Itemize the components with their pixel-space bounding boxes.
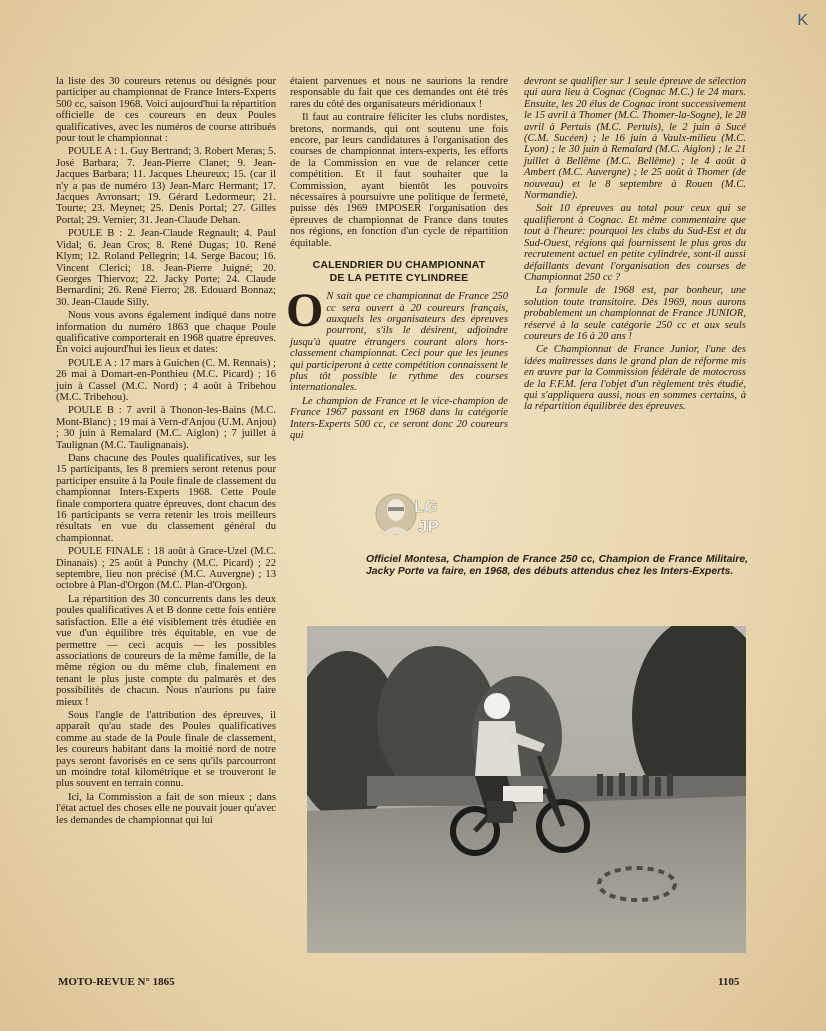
- paragraph: La formule de 1968 est, par bonheur, une solution toute transitoire. Dès 1969, nous aurons probablement un championnat de France JUNIOR, réservé à la seule catégorie 250 cc et aux seuls coureurs de 16 à 20 ans !: [524, 285, 746, 342]
- article-intro: [286, 284, 508, 394]
- corner-mark: K: [797, 12, 808, 29]
- paragraph: Nous vous avons également indiqué dans notre information du numéro 1863 que chaque Poule qualificative comporterait en 1968 quatre épreuves. En voici aujourd'hui les lieux et dates:: [56, 310, 276, 356]
- paragraph: Soit 10 épreuves au total pour ceux qui se qualifieront à Cognac. Et même commentaire que tout à l'heure: pourquoi les clubs du Sud-Est et du Sud-Ouest, régions qui fournissent le plus gros du recrutement actuel en petite cylindrée, sont-il aussi défaillants devant l'organisation des courses de Championnat 250 cc ?: [524, 203, 746, 283]
- paragraph: Ce Championnat de France Junior, l'une des idées maîtresses dans le grand plan de réforme mis en œuvre par la Commission fédérale de motocross de la F.F.M. fera l'objet d'un règlement très étudié, qui s'appliquera aussi, nous en sommes certains, à la répartition équilibrée des épreuves.: [524, 344, 746, 413]
- logo-text-line2: JP: [418, 517, 439, 536]
- footer-publication: MOTO-REVUE N° 1865: [58, 976, 175, 988]
- drop-cap: O: [286, 284, 324, 338]
- paragraph-poule-finale: POULE FINALE : 18 août à Grace-Uzel (M.C. Dinanais) ; 25 août à Punchy (M.C. Picard) ; 22 septembre, lieu non précisé (M.C. Auvergne) ; 13 octobre à Plan-d'Orgon (M.C. Plan-d'Orgon).: [56, 546, 276, 592]
- section-heading: [290, 259, 508, 285]
- photo-caption: Officiel Montesa, Champion de France 250 cc, Champion de France Militaire, Jacky Porte va faire, en 1968, des débuts attendus chez les Inters-Experts.: [366, 554, 748, 577]
- heading-line: DE LA PETITE CYLINDREE: [329, 272, 469, 285]
- paragraph: la liste des 30 coureurs retenus ou désignés pour participer au championnat de France Inters-Experts 500 cc, saison 1968. Voici aujourd'hui la répartition officielle de ces coureurs en deux Poules qualificatives, avec les numéros de course attribués pour tout le championnat :: [56, 76, 276, 145]
- paragraph: Sous l'angle de l'attribution des épreuves, il apparaît qu'au stade des Poules qualificatives comme au stade de la Poule finale de classement, les coureurs habitant dans la moitié nord de notre pays seront favorisés en ce sens qu'ils parcourront un moindre total kilométrique et se trouveront le plus souvent en terrain connu.: [56, 709, 276, 790]
- paragraph: La répartition des 30 concurrents dans les deux poules qualificatives A et B donne cette fois entière satisfaction. Elle a été visiblement très étudiée en vue d'un équilibre très équitable, en vue de permettre — ceci acquis — les possibles associations de coureurs de la même famille, de la même région ou du même club, finalement en tenant le plus juste compte du palmarès et des possibilités de chacun. Nous n'aurions pu faire mieux !: [56, 593, 276, 708]
- page-number: 1105: [718, 976, 740, 988]
- text-column-3: [524, 76, 746, 415]
- heading-line: CALENDRIER DU CHAMPIONNAT: [312, 259, 486, 272]
- paragraph: N sait que ce championnat de France 250 cc sera ouvert à 20 coureurs français, auxquels les organisateurs des épreuves pourront, s'ils le désirent, adjoindre jusqu'à quatre étrangers courant alors hors-classement championnat. Ceci pour que les jeunes qui participeront à cette compétition connaissent le plus tôt possible le rythme des courses internationales.: [290, 291, 508, 394]
- paragraph: devront se qualifier sur 1 seule épreuve de sélection qui aura lieu à Cognac (Cognac M.C.) le 24 mars. Ensuite, les 20 élus de Cognac iront successivement le 15 avril à Thomer (M.C. Thomer-la-Sogne), le 28 avril à Pertuis (M.C. Pertuis), le 2 juin à Sucé (C.M. Sucéen) ; le 16 juin à Vaulx-milieu (M.C. Lyon) ; le 30 juin à Remalard (M.C. Aiglon) ; le 21 juillet à Bellême (M.C. Bellême) ; le 4 août à Ambert (M.C. Auvergne) ; le 25 août à Thomer (de nouveau) et le 8 septembre à Rouen (M.C. Normandie).: [524, 76, 746, 202]
- paragraph-poule-a: POULE A : 1. Guy Bertrand; 3. Robert Meras; 5. José Barbara; 7. Jean-Pierre Clanet; 9. Jean-Jacques Barbara; 11. Jacques Lheureux; 15. (car il n'y a pas de numéro 13) Jean-Marc Hermant; 17. Jacques Avronsart; 19. Gérard Ledormeur; 21. Tourte; 23. Meynet; 25. Denis Portal; 27. Gilles Portal; 29. Vernier; 31. Jean-Claude Dehan.: [56, 146, 276, 226]
- paragraph: Le champion de France et le vice-champion de France 1967 passant en 1968 dans la catégorie Inters-Experts 500 cc, ce seront donc 20 coureurs qui: [290, 395, 508, 441]
- paragraph-dates-poule-b: POULE B : 7 avril à Thonon-les-Bains (M.C. Mont-Blanc) ; 19 mai à Vern-d'Anjou (U.M. Anjou) ; 30 juin à Remalard (M.C. Aiglon) ; 7 juillet à Taulignan (M.C. Taulignanais).: [56, 405, 276, 451]
- paragraph-dates-poule-a: POULE A : 17 mars à Guichen (C. M. Rennais) ; 26 mai à Domart-en-Ponthieu (M.C. Picard) ; 16 juin à Cassel (M.C. Nord) ; 4 août à Tribehou (M.C. Tribehou).: [56, 357, 276, 403]
- paragraph: Dans chacune des Poules qualificatives, sur les 15 participants, les 8 premiers seront retenus pour participer ensuite à la Poule finale de classement du championnat Inters-Experts 1968. Cette Poule finale comportera quatre épreuves, dont chacun des 16 participants se verra retenir les trois meilleurs résultats en vue du classement général du championnat.: [56, 453, 276, 544]
- text-column-2: [286, 76, 508, 443]
- paragraph: étaient parvenues et nous ne saurions la rendre responsable du fait que ces demandes ont été très rares du côté des organisateurs méridionaux !: [290, 76, 508, 110]
- text-column-1: [56, 76, 276, 828]
- logo-text-line1: LG: [414, 497, 438, 516]
- paragraph: Il faut au contraire féliciter les clubs nordistes, bretons, normands, qui ont soutenu une fois encore, par leurs candidatures à l'organisation des courses de championnat inters-experts, les efforts de la Commission en vue de relancer cette compétition. Et il faut souhaiter que la Commission, ayant bientôt les pouvoirs nécessaires à poursuivre une politique de fermeté, puisse dès 1969 IMPOSER l'organisation des épreuves de championnat de France dans toutes nos régions, en fonction d'un cycle de répartition équitable.: [290, 112, 508, 249]
- paragraph: Ici, la Commission a fait de son mieux ; dans l'état actuel des choses elle ne pouvait jouer qu'avec les demandes de championnat qui lui: [56, 791, 276, 826]
- watermark-logo: [374, 486, 454, 542]
- motocross-photo: [307, 626, 746, 953]
- paragraph-poule-b: POULE B : 2. Jean-Claude Regnault; 4. Paul Vidal; 6. Jean Cros; 8. René Dugas; 10. René Klym; 12. Roland Pellegrin; 14. Serge Bacou; 16. Vincent Clerici; 18. Jean-Pierre Juigné; 20. Georges Thiervoz; 22. Jacky Porte; 24. Claude Bernardini; 26. René Fierro; 28. Edouard Bonnaz; 30. Jean-Claude Silly.: [56, 228, 276, 308]
